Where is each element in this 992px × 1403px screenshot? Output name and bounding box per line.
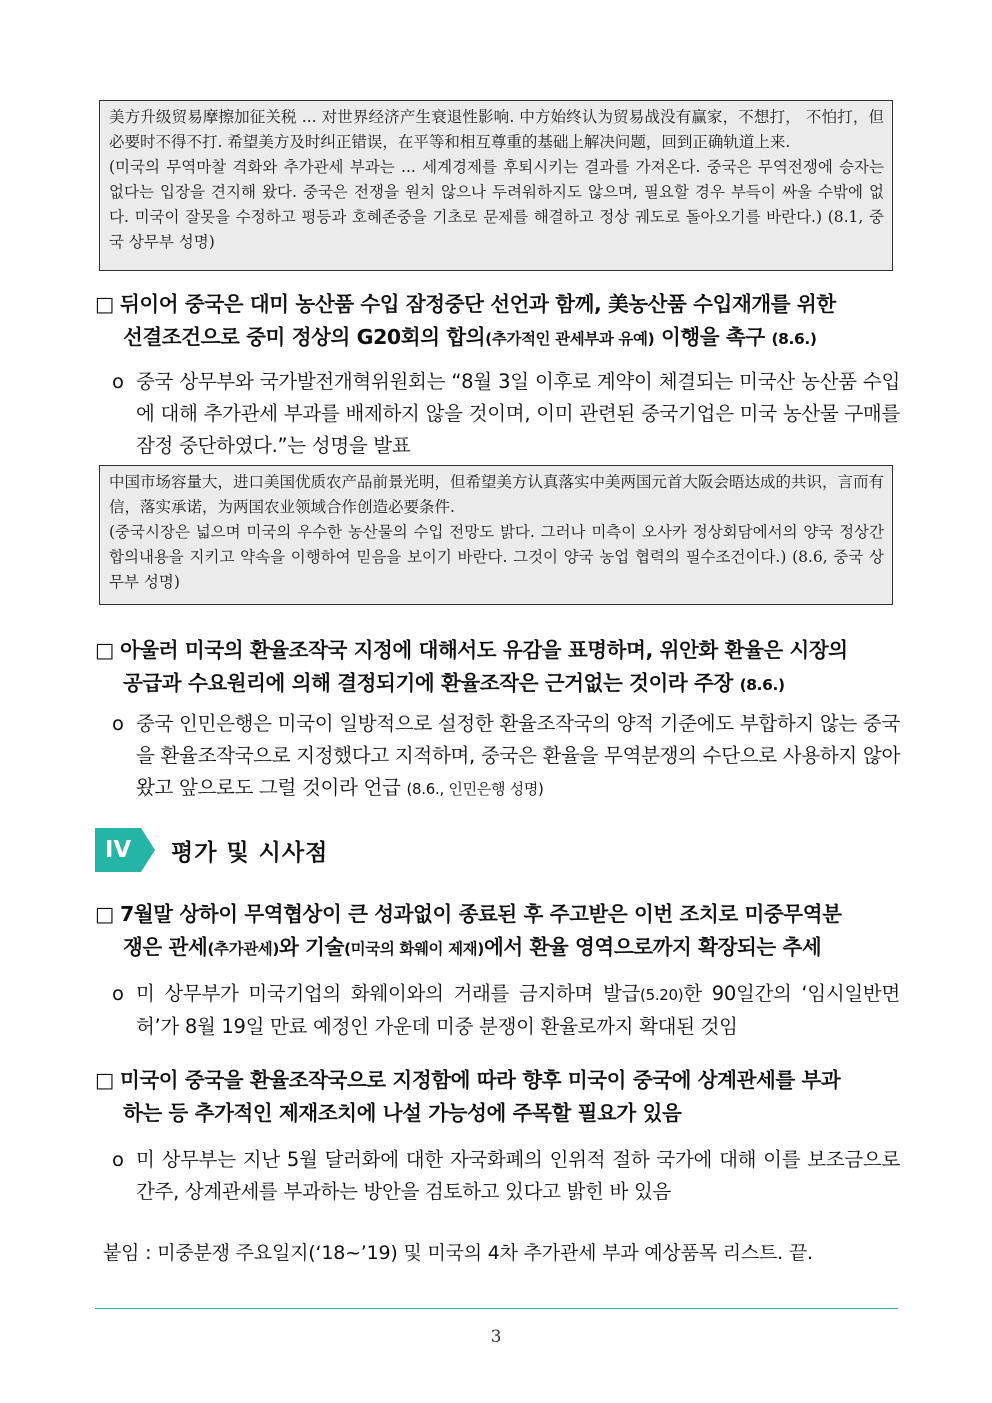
bullet-trade-war-expansion: □ 7월말 상하이 무역협상이 큰 성과없이 종료된 후 주고받은 이번 조치로 미중무역분 쟁은 관세(추가관세)와 기술(미국의 화웨이 제재)에서 환율 영역으로까지 확장되는 추세 [95,902,842,959]
sub-point-mofcom-statement: o 중국 상무부와 국가발전개혁위원회는 “8월 3일 이후로 계약이 체결되는 미국산 농산품 수입에 대해 추가관세 부과를 배제하지 않을 것이며, 이미 관련된 중국기업은 미국 농산물 구매를 잠정 중단하였다.”는 성명을 발표 [112,366,900,462]
sub-bullet-icon: o [112,982,124,1005]
sub-bullet-icon: o [112,370,124,393]
checkbox-bullet-icon: □ [95,1068,114,1092]
quote-box-mofcom-aug6 [99,465,893,605]
checkbox-bullet-icon: □ [95,638,114,662]
sub-bullet-icon: o [112,712,124,735]
sub-point-pboc-statement: o 중국 인민은행은 미국이 일방적으로 설정한 환율조작국의 양적 기준에도 부합하지 않는 중국을 환율조작국으로 지정했다고 지적하며, 중국은 환율을 무역분쟁의 수단으로 사용하지 않아 왔고 앞으로도 그럴 것이라 언급 (8.6., 인민은행 성명) [112,708,900,805]
section-arrow-icon [141,828,155,872]
section-title: 평가 및 시사점 [171,840,329,866]
checkbox-bullet-icon: □ [95,902,114,926]
quote-box-mofcom-aug1 [99,100,893,271]
footer-divider [95,1308,898,1309]
sub-point-huawei-license: o 미 상무부가 미국기업의 화웨이와의 거래를 금지하며 발급(5.20)한 90일간의 ‘임시일반면허’가 8월 19일 만료 예정인 가운데 미중 분쟁이 환율로까지 확대된 것임 [112,978,900,1043]
section-header [95,826,895,874]
quote-korean-translation: (중국시장은 넓으며 미국의 우수한 농산물의 수입 전망도 밝다. 그러나 미측이 오사카 정상회담에서의 양국 정상간 합의내용을 지키고 약속을 이행하여 믿음을 보이기 바란다. 그것이 양국 농업 협력의 필수조건이다.) (8.6, 중국 상무부 성명) [109,523,884,591]
bullet-currency-manipulator-regret: □ 아울러 미국의 환율조작국 지정에 대해서도 유감을 표명하며, 위안화 환율은 시장의 공급과 수요원리에 의해 결정되기에 환율조작은 근거없는 것이라 주장 (8.6.) [95,638,848,695]
sub-bullet-icon: o [112,1148,124,1171]
checkbox-bullet-icon: □ [95,292,114,316]
bullet-china-ag-suspension: □ 뒤이어 중국은 대미 농산품 수입 잠정중단 선언과 함께, 美농산품 수입재개를 위한 선결조건으로 중미 정상의 G20회의 합의(추가적인 관세부과 유예) 이행을 촉구 (8.6.) [95,292,836,349]
section-number-badge: IV [95,828,141,872]
quote-chinese-text: 美方升级贸易摩擦加征关税 ... 对世界经济产生衰退性影响. 中方始终认为贸易战没有赢家，不想打， 不怕打，但必要时不得不打. 希望美方及时纠正错误，在平等和相互尊重的基础上解决问题，回到正确轨道上来. [109,108,884,151]
quote-chinese-text: 中国市场容量大，进口美国优质农产品前景光明，但希望美方认真落实中美两国元首大阪会晤达成的共识，言而有信，落实承诺，为两国农业领域合作创造必要条件. [109,473,885,516]
page-number: 3 [490,1327,502,1347]
attachment-note: 붙임 : 미중분쟁 주요일지(‘18~’19) 및 미국의 4차 추가관세 부과 예상품목 리스트. 끝. [103,1242,813,1264]
bullet-countervailing-duty: □ 미국이 중국을 환율조작국으로 지정함에 따라 향후 미국이 중국에 상계관세를 부과 하는 등 추가적인 제재조치에 나설 가능성에 주목할 필요가 있음 [95,1068,841,1125]
sub-point-commerce-dept-review: o 미 상무부는 지난 5월 달러화에 대한 자국화폐의 인위적 절하 국가에 대해 이를 보조금으로 간주, 상계관세를 부과하는 방안을 검토하고 있다고 밝힌 바 있음 [112,1144,900,1208]
quote-korean-translation: (미국의 무역마찰 격화와 추가관세 부과는 ... 세계경제를 후퇴시키는 결과를 가져온다. 중국은 무역전쟁에 승자는 없다는 입장을 견지해 왔다. 중국은 전쟁을 원치 않으나 두려워하지도 않으며, 필요할 경우 부득이 싸울 수밖에 없다. 미국이 잘못을 수정하고 평등과 호혜존중을 기초로 문제를 해결하고 정상 궤도로 돌아오기를 바란다.) (8.1, 중국 상무부 성명) [109,158,884,251]
